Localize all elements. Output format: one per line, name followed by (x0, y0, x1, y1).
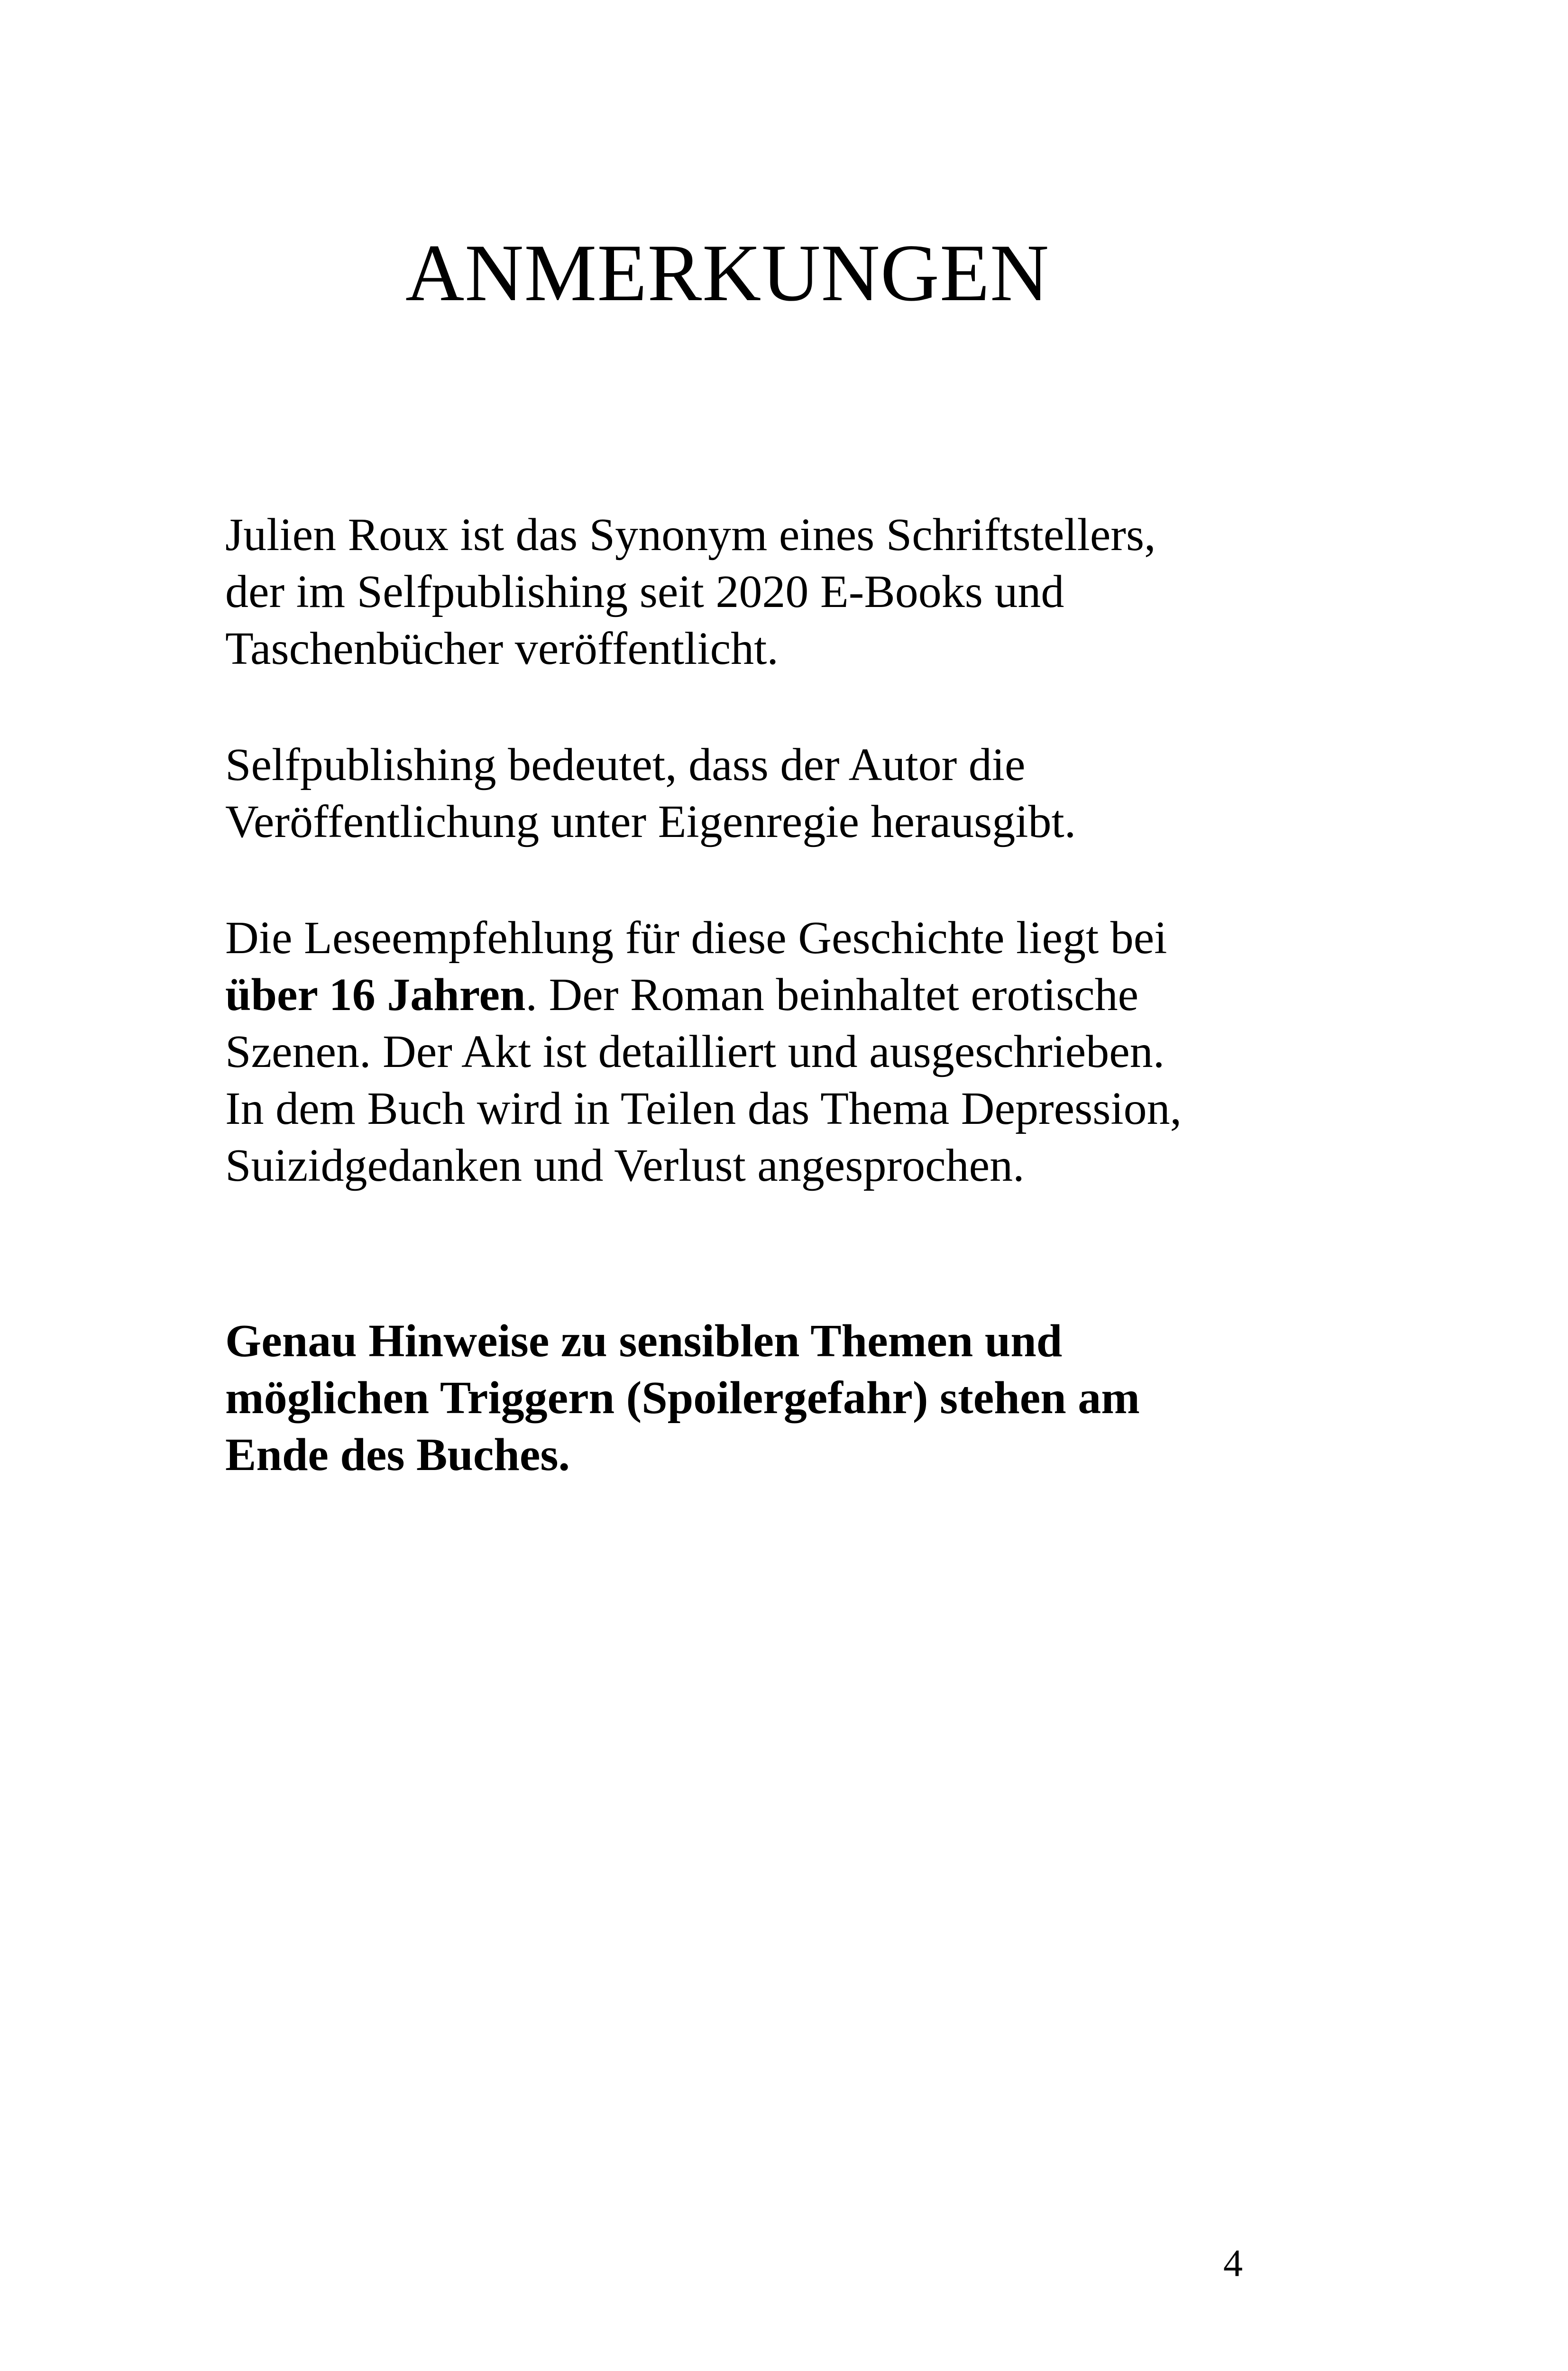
text-line: Ende des Buches. (225, 1429, 570, 1480)
text-line: Die Leseempfehlung für diese Geschichte liegt bei (225, 912, 1167, 964)
text-line: möglichen Triggern (Spoilergefahr) stehen am (225, 1372, 1140, 1424)
text-line: Veröffentlichung unter Eigenregie herausgibt. (225, 796, 1076, 847)
text-line: Suizidgedanken und Verlust angesprochen. (225, 1140, 1025, 1191)
text-line: Taschenbücher veröffentlicht. (225, 623, 779, 674)
text-line: der im Selfpublishing seit 2020 E-Books und (225, 566, 1064, 617)
paragraph-reading-recommendation (225, 910, 1182, 1194)
paragraph-trigger-warning (225, 1313, 1140, 1483)
page-number: 4 (1223, 2242, 1243, 2285)
page-title: ANMERKUNGEN (405, 228, 1050, 318)
text-line: Genau Hinweise zu sensiblen Themen und (225, 1315, 1063, 1367)
paragraph-author-note (225, 506, 1156, 677)
text-line: In dem Buch wird in Teilen das Thema Depression, (225, 1083, 1182, 1134)
age-recommendation: über 16 Jahren (225, 969, 526, 1020)
text-line: Julien Roux ist das Synonym eines Schriftstellers, (225, 509, 1156, 561)
text-line (225, 966, 1182, 1023)
text-line: Szenen. Der Akt ist detailliert und ausgeschrieben. (225, 1026, 1165, 1077)
text-fragment: . Der Roman beinhaltet erotische (525, 969, 1139, 1020)
paragraph-selfpublishing (225, 736, 1076, 850)
text-line: Selfpublishing bedeutet, dass der Autor die (225, 739, 1026, 790)
